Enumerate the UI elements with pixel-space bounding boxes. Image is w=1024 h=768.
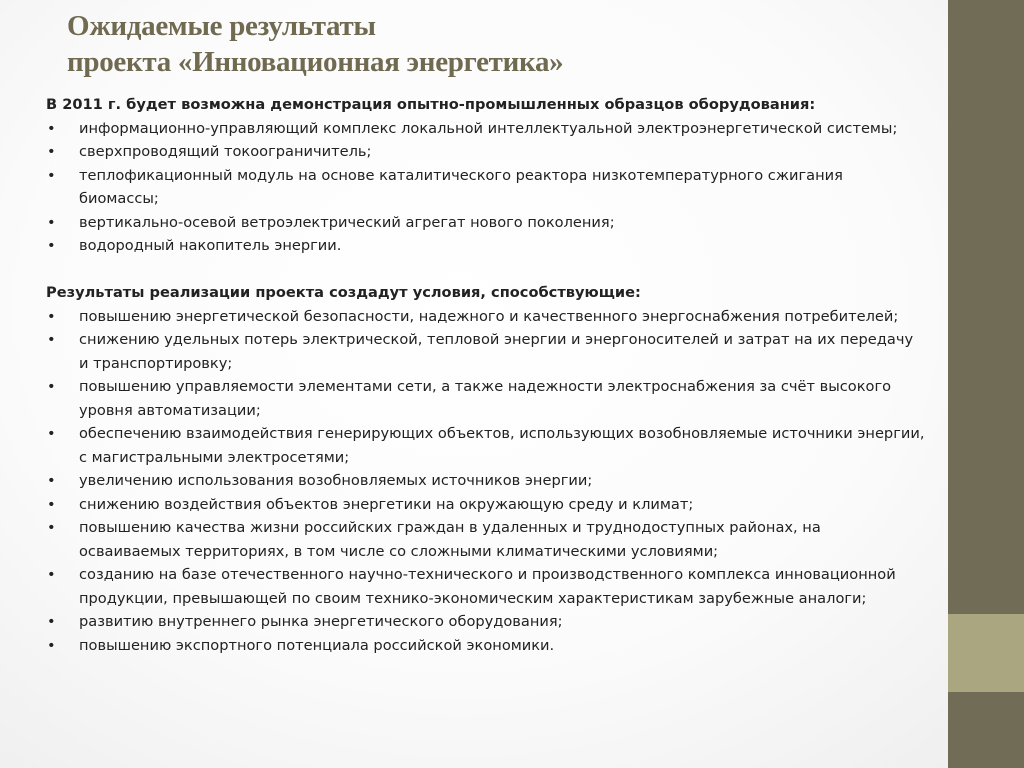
slide-title bbox=[67, 8, 927, 80]
list-item: • снижению воздействия объектов энергетики на окружающую среду и климат; bbox=[46, 493, 926, 517]
list-item: • снижению удельных потерь электрической, тепловой энергии и энергоносителей и затрат на их передачу и транспортировку; bbox=[46, 328, 926, 375]
list-item: • развитию внутреннего рынка энергетического оборудования; bbox=[46, 610, 926, 634]
list-item: • обеспечению взаимодействия генерирующих объектов, использующих возобновляемые источники энергии, с магистральными электросетями; bbox=[46, 422, 926, 469]
list-item: • повышению управляемости элементами сети, а также надежности электроснабжения за счёт высокого уровня автоматизации; bbox=[46, 375, 926, 422]
list-item: • повышению качества жизни российских граждан в удаленных и труднодоступных районах, на осваиваемых территориях, в том числе со сложными климатическими условиями; bbox=[46, 516, 926, 563]
side-decoration-accent bbox=[948, 614, 1024, 692]
list-item: • повышению экспортного потенциала российской экономики. bbox=[46, 634, 926, 658]
list-item: • информационно-управляющий комплекс локальной интеллектуальной электроэнергетической системы; bbox=[46, 117, 926, 141]
section-spacer bbox=[46, 258, 926, 282]
list-item: • увеличению использования возобновляемых источников энергии; bbox=[46, 469, 926, 493]
list-item: • теплофикационный модуль на основе каталитического реактора низкотемпературного сжигания биомассы; bbox=[46, 164, 926, 211]
list-item: • повышению энергетической безопасности, надежного и качественного энергоснабжения потребителей; bbox=[46, 305, 926, 329]
list-item: • вертикально-осевой ветроэлектрический агрегат нового поколения; bbox=[46, 211, 926, 235]
list-item: • сверхпроводящий токоограничитель; bbox=[46, 140, 926, 164]
section-1-heading: В 2011 г. будет возможна демонстрация опытно-промышленных образцов оборудования: bbox=[46, 96, 816, 113]
slide-title-line-2: проекта «Инновационная энергетика» bbox=[67, 46, 564, 78]
section-1-list bbox=[46, 117, 926, 258]
section-2-heading: Результаты реализации проекта создадут условия, способствующие: bbox=[46, 284, 641, 301]
slide-body bbox=[46, 93, 926, 657]
section-2-list bbox=[46, 305, 926, 658]
list-item: • созданию на базе отечественного научно-технического и производственного комплекса инновационной продукции, превышающей по своим технико-экономическим характеристикам зарубежные аналоги; bbox=[46, 563, 926, 610]
slide-title-line-1: Ожидаемые результаты bbox=[67, 10, 376, 42]
list-item: • водородный накопитель энергии. bbox=[46, 234, 926, 258]
